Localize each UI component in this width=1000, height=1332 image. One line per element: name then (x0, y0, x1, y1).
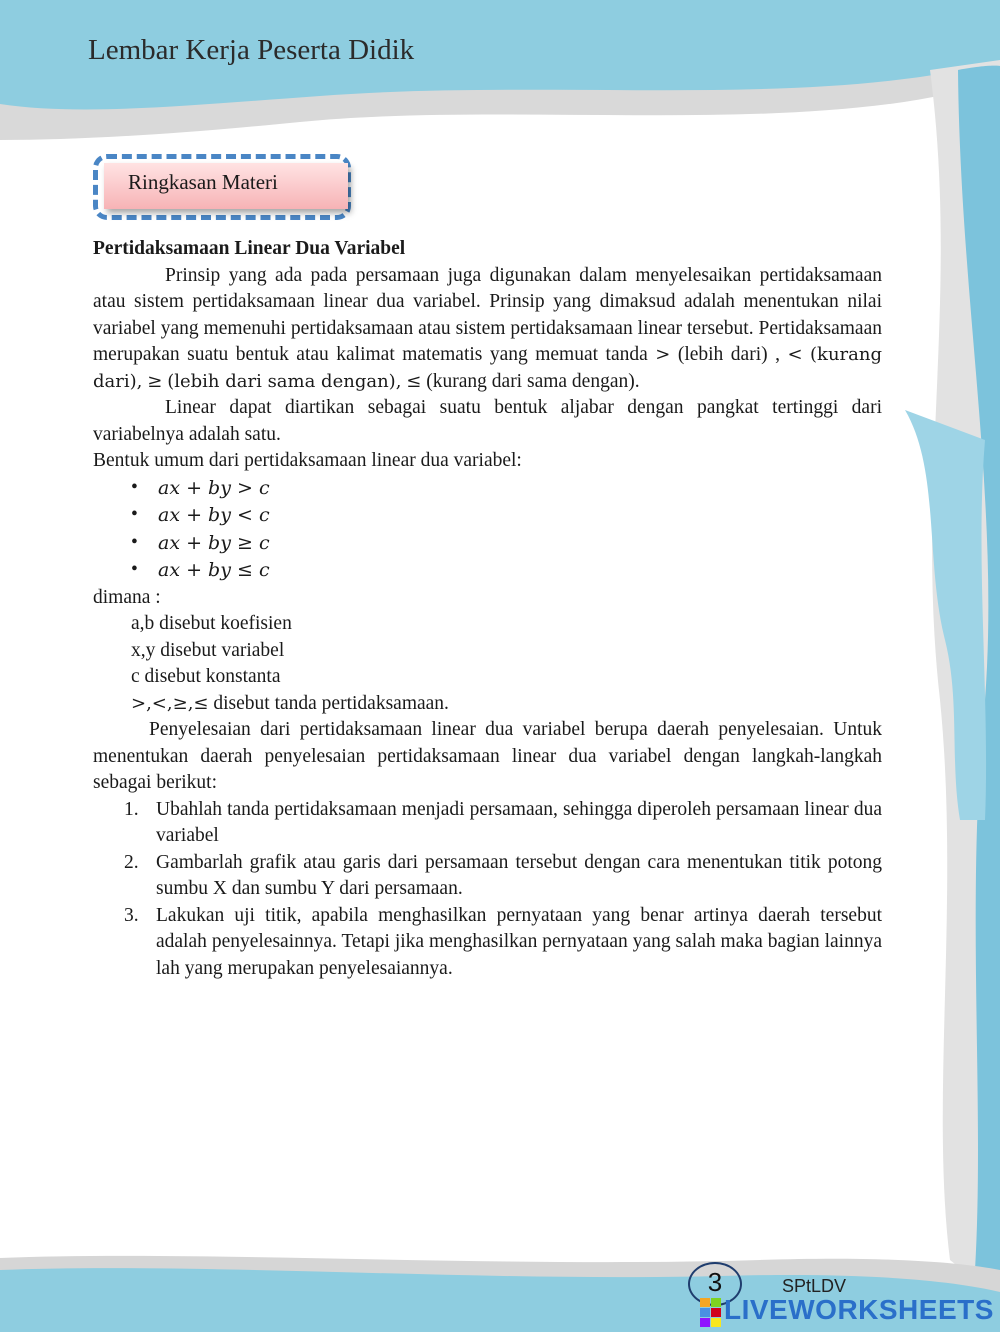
symbol-less-equal: ≤ (406, 370, 422, 392)
form-expression: ax + by ≥ c (158, 531, 270, 554)
page-number: 3 (688, 1262, 742, 1306)
where-label: dimana : (93, 586, 161, 608)
step-text: Ubahlah tanda pertidaksamaan menjadi persamaan, sehingga diperoleh persamaan linear dua variabel (156, 798, 882, 846)
symbol-less: < (787, 344, 803, 365)
list-item: • ax + by ≤ c (131, 559, 270, 581)
footer-code: SPtLDV (782, 1276, 847, 1296)
greater-equal-desc: (lebih dari sama dengan), (167, 370, 402, 392)
sign-desc: disebut tanda pertidaksamaan. (213, 692, 449, 714)
symbol-greater: > (655, 344, 671, 365)
list-item: • ax + by ≥ c (131, 531, 270, 554)
steps-list (93, 797, 882, 983)
page-header-title: Lembar Kerja Peserta Didik (88, 34, 415, 66)
step-number: 2. (124, 851, 139, 873)
greater-desc: (lebih dari) , (677, 344, 780, 365)
list-item: • ax + by < c (131, 504, 270, 526)
list-item: • ax + by > c (131, 476, 270, 499)
form-expression: ax + by > c (158, 476, 270, 499)
list-item (93, 850, 882, 903)
watermark: LIVEWORKSHEETS (724, 1294, 994, 1325)
main-content (93, 236, 882, 982)
symbol-greater-equal: ≥ (147, 370, 163, 392)
paragraph-principle (93, 263, 882, 396)
form-expression: ax + by ≤ c (158, 559, 270, 581)
step-number: 1. (124, 798, 139, 820)
general-forms-list (93, 475, 882, 585)
step-number: 3. (124, 904, 139, 926)
sign-symbols: >,<,≥,≤ (131, 692, 209, 714)
less-equal-desc: (kurang dari sama dengan). (426, 370, 640, 392)
definitions-block (93, 611, 882, 717)
definition-item: c disebut konstanta (131, 666, 281, 687)
list-item (93, 903, 882, 983)
paragraph-linear: Linear dapat diartikan sebagai suatu bentuk aljabar dengan pangkat tertinggi dari variabelnya adalah satu. (93, 397, 882, 445)
paragraph-principle-text: Prinsip yang ada pada persamaan juga digunakan dalam menyelesaikan pertidaksamaan atau sistem pertidaksamaan linear dua variabel. Prinsip yang dimaksud adalah menentukan nilai variabel yang memenuhi pertidaksamaan atau sistem pertidaksamaan linear tersebut. Pertidaksamaan merupakan suatu bentuk atau kalimat matematis yang memuat tanda (93, 264, 882, 365)
definition-item: a,b disebut koefisien (131, 613, 292, 634)
step-text: Lakukan uji titik, apabila menghasilkan pernyataan yang benar artinya daerah tersebut adalah penyelesainnya. Tetapi jika menghasilkan pernyataan yang salah maka bagian lainnya lah yang merupakan penyelesaiannya. (156, 904, 882, 979)
less-desc: (kurang dari), (93, 344, 883, 392)
paragraph-solution: Penyelesaian dari pertidaksamaan linear dua variabel berupa daerah penyelesaian. Untuk menentukan daerah penyelesaian pertidaksamaan linear dua variabel dengan langkah-langkah sebagai berikut: (93, 719, 882, 793)
form-expression: ax + by < c (158, 504, 270, 526)
content-heading: Pertidaksamaan Linear Dua Variabel (93, 238, 406, 259)
definition-item: x,y disebut variabel (131, 639, 285, 661)
section-label: Ringkasan Materi (104, 163, 348, 209)
liveworksheets-logo-icon (700, 1298, 722, 1328)
step-text: Gambarlah grafik atau garis dari persamaan tersebut dengan cara menentukan titik potong sumbu X dan sumbu Y dari persamaan. (156, 851, 882, 899)
list-item (93, 797, 882, 850)
definition-signs (93, 691, 882, 718)
general-form-intro: Bentuk umum dari pertidaksamaan linear dua variabel: (93, 450, 522, 471)
